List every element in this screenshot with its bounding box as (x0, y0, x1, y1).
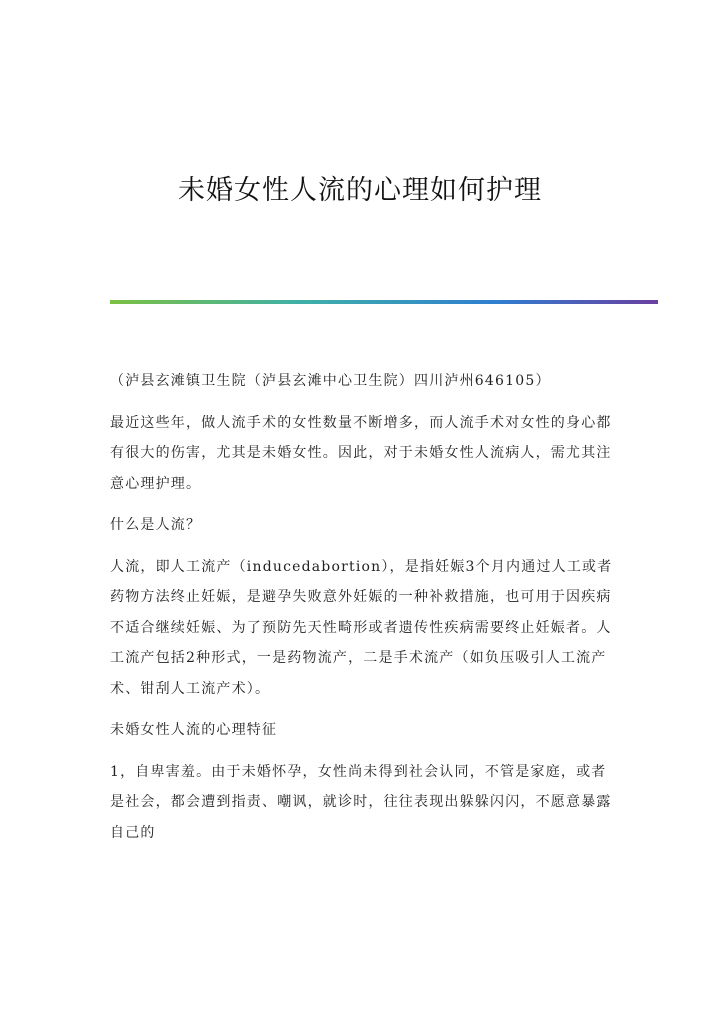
document-title: 未婚女性人流的心理如何护理 (178, 175, 542, 206)
title-divider (110, 300, 658, 304)
author-affiliation: （泸县玄滩镇卫生院（泸县玄滩中心卫生院）四川泸州646105） (110, 373, 551, 389)
paragraph-intro: 最近这些年，做人流手术的女性数量不断增多，而人流手术对女性的身心都有很大的伤害，尤其是未婚女性。因此，对于未婚女性人流病人，需尤其注意心理护理。 (110, 414, 612, 492)
section-heading-what-is-abortion: 什么是人流？ (110, 517, 202, 533)
document-body (110, 366, 620, 859)
paragraph-feature-1: 1，自卑害羞。由于未婚怀孕，女性尚未得到社会认同，不管是家庭，或者是社会，都会遭到指责、嘲讽，就诊时，往往表现出躲躲闪闪，不愿意暴露自己的 (110, 763, 612, 841)
section-heading-psychological-features: 未婚女性人流的心理特征 (110, 722, 278, 738)
paragraph-definition: 人流，即人工流产（inducedabortion），是指妊娠3个月内通过人工或者药物方法终止妊娠，是避孕失败意外妊娠的一种补救措施，也可用于因疾病不适合继续妊娠、为了预防先天性畸形或者遗传性疾病需要终止妊娠者。人工流产包括2种形式，一是药物流产，二是手术流产（如负压吸引人工流产术、钳刮人工流产术）。 (110, 558, 613, 697)
